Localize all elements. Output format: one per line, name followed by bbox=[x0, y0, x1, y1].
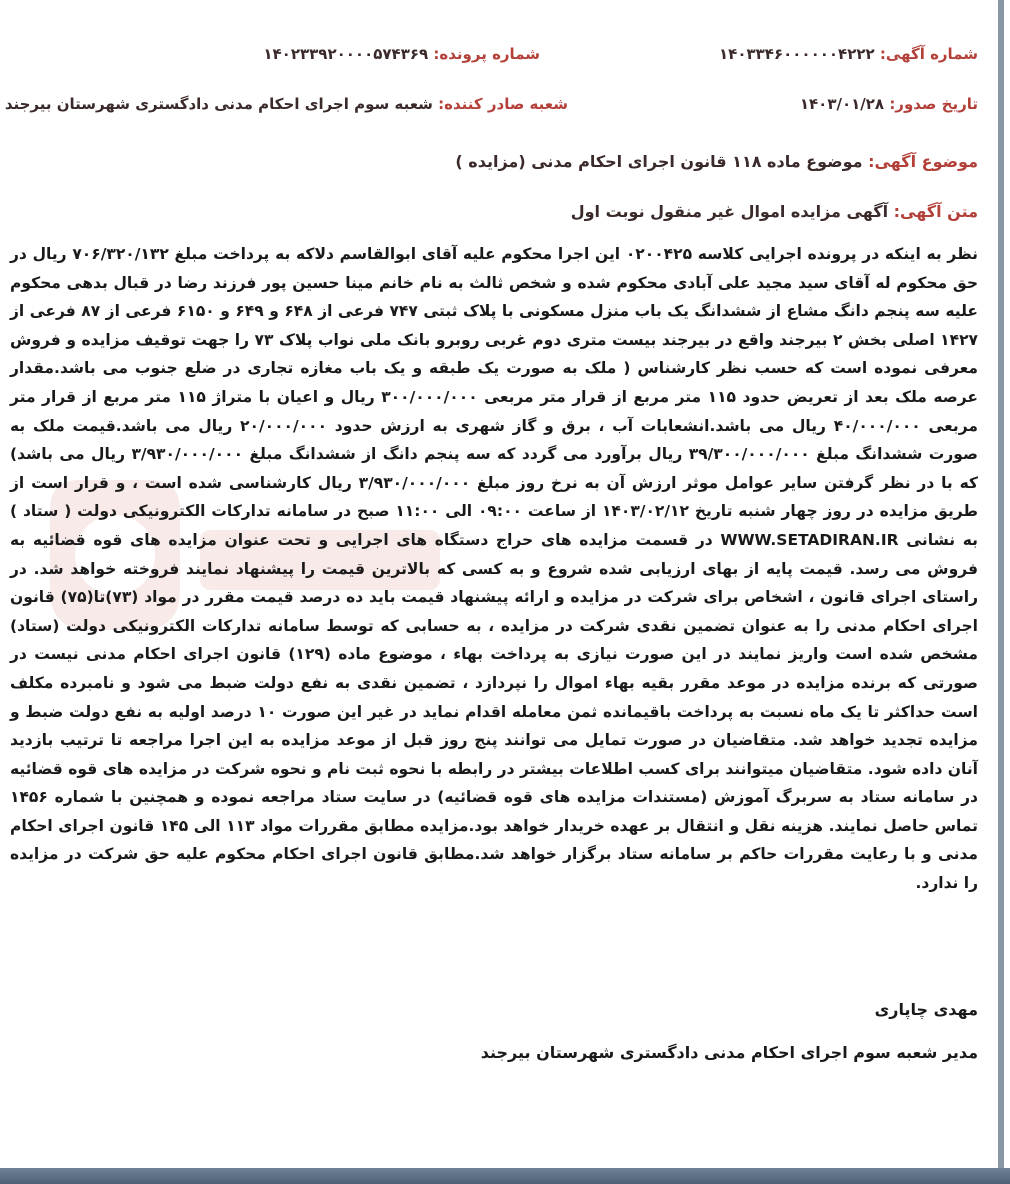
notice-title-row bbox=[571, 202, 978, 221]
case-number bbox=[263, 45, 540, 63]
notice-number-label: شماره آگهی: bbox=[879, 45, 978, 63]
case-number-value: ۱۴۰۲۳۳۹۲۰۰۰۰۵۷۴۳۶۹ bbox=[263, 45, 429, 63]
issue-date-value: ۱۴۰۳/۰۱/۲۸ bbox=[799, 95, 885, 113]
issuer-label: شعبه صادر کننده: bbox=[438, 95, 568, 113]
notice-title: آگهی مزایده اموال غیر منقول نوبت اول bbox=[570, 202, 889, 221]
issue-date bbox=[800, 95, 978, 113]
notice-text-label: متن آگهی: bbox=[893, 202, 978, 221]
subject-label: موضوع آگهی: bbox=[868, 152, 978, 171]
issuer bbox=[5, 95, 568, 113]
issue-date-label: تاریخ صدور: bbox=[889, 95, 978, 113]
case-number-label: شماره پرونده: bbox=[433, 45, 540, 63]
subject-row bbox=[455, 152, 978, 171]
signatory-title: مدیر شعبه سوم اجرای احکام مدنی دادگستری شهرستان بیرجند bbox=[480, 1043, 978, 1062]
window-bottom-bar bbox=[0, 1168, 1010, 1184]
subject-value: موضوع ماده ۱۱۸ قانون اجرای احکام مدنی (مزایده ) bbox=[455, 152, 863, 171]
signatory-name: مهدی چاپاری bbox=[874, 1000, 978, 1019]
issuer-value: شعبه سوم اجرای احکام مدنی دادگستری شهرستان بیرجند bbox=[4, 95, 433, 113]
notice-number bbox=[719, 45, 978, 63]
notice-number-value: ۱۴۰۳۳۴۶۰۰۰۰۰۰۴۲۲۲ bbox=[719, 45, 875, 63]
notice-body: نظر به اینکه در پرونده اجرایی کلاسه ۰۲۰۰۴۲۵ این اجرا محکوم علیه آقای ابوالقاسم دلاکه به پرداخت مبلغ ۷۰۶/۳۲۰/۱۳۲ ریال در حق محکوم له آقای سید مجید علی آبادی محکوم شده و شخص ثالث به نام خانم مینا حسین پور فرزند رضا در قبال بدهی محکوم علیه سه پنجم دانگ مشاع از ششدانگ یک باب منزل مسکونی با پلاک ثبتی ۷۴۷ فرعی از ۶۴۸ و ۶۴۹ و ۶۱۵۰ فرعی از ۸۷ فرعی از ۱۴۲۷ اصلی بخش ۲ بیرجند واقع در بیرجند بیست متری دوم غربی روبرو بانک ملی نواب پلاک ۷۳ را جهت توقیف مزایده و فروش معرفی نموده است که حسب نظر کارشناس ( ملک به صورت یک طبقه و یک باب مغازه تجاری در ضلع جنوب می باشد.مقدار عرصه ملک بعد از تعریض حدود ۱۱۵ متر مربع از قرار متر مربعی ۳۰۰/۰۰۰/۰۰۰ ریال و اعیان با متراژ ۱۱۵ متر مربع از قرار متر مربعی ۴۰/۰۰۰/۰۰۰ ریال می باشد.انشعابات آب ، برق و گاز شهری به ارزش حدود ۲۰/۰۰۰/۰۰۰ ریال می باشد.قیمت ملک به صورت ششدانگ مبلغ ۳۹/۳۰۰/۰۰۰/۰۰۰ ریال برآورد می گردد که سه پنجم دانگ از ششدانگ مبلغ ۳/۹۳۰/۰۰۰/۰۰۰ ریال می باشد) که با در نظر گرفتن سایر عوامل موثر ارزش آن به نرخ روز مبلغ ۳/۹۳۰/۰۰۰/۰۰۰ ریال کارشناسی شده است ، و قرار است از طریق مزایده در روز چهار شنبه تاریخ ۱۴۰۳/۰۲/۱۲ از ساعت ۰۹:۰۰ الی ۱۱:۰۰ صبح در سامانه تدارکات الکترونیکی دولت ( ستاد ) به نشانی WWW.SETADIRAN.IR در قسمت مزایده های حراج دستگاه های اجرایی و تحت عنوان مزایده های قوه قضائیه به فروش می رسد. قیمت پایه از بهای ارزیابی شده شروع و به کسی که بالاترین قیمت را پیشنهاد نمایند فروخته خواهد شد. در راستای اجرای قانون ، اشخاص برای شرکت در مزایده و ارائه پیشنهاد قیمت باید ده درصد قیمت مقرر در مواد (۷۳)تا(۷۵) قانون اجرای احکام مدنی را به عنوان تضمین نقدی شرکت در مزایده ، به حسابی که توسط سامانه تدارکات الکترونیکی دولت (ستاد) مشخص شده است واریز نمایند در این صورت نیازی به پرداخت بهاء ، موضوع ماده (۱۲۹) قانون اجرای احکام مدنی نیست در صورتی که برنده مزایده در موعد مقرر بقیه بهاء اموال را نپردازد ، تضمین نقدی به نفع دولت ضبط می شود و نامبرده مکلف است حداکثر تا یک ماه نسبت به پرداخت باقیمانده ثمن معامله اقدام نماید در غیر این صورت ۱۰ درصد اولیه به نفع دولت ضبط و مزایده تجدید خواهد شد. متقاضیان در صورت تمایل می توانند پنج روز قبل از موعد مزایده به این اجرا مراجعه تا ترتیب بازدید آنان داده شود. متقاضیان میتوانند برای کسب اطلاعات بیشتر در رابطه با نحوه ثبت نام و نحوه شرکت در مزایده های قوه قضائیه در سامانه ستاد به سربرگ آموزش (مستندات مزایده های قوه قضائیه) در سایت ستاد مراجعه نموده و همچنین با شماره ۱۴۵۶ تماس حاصل نمایند. هزینه نقل و انتقال بر عهده خریدار خواهد بود.مزایده مطابق مقررات مواد ۱۱۳ الی ۱۴۵ قانون اجرای احکام مدنی و با رعایت مقررات حاکم بر سامانه ستاد برگزار خواهد شد.مطابق قانون اجرای احکام محکوم علیه حق شرکت در مزایده را ندارد. bbox=[10, 245, 979, 893]
